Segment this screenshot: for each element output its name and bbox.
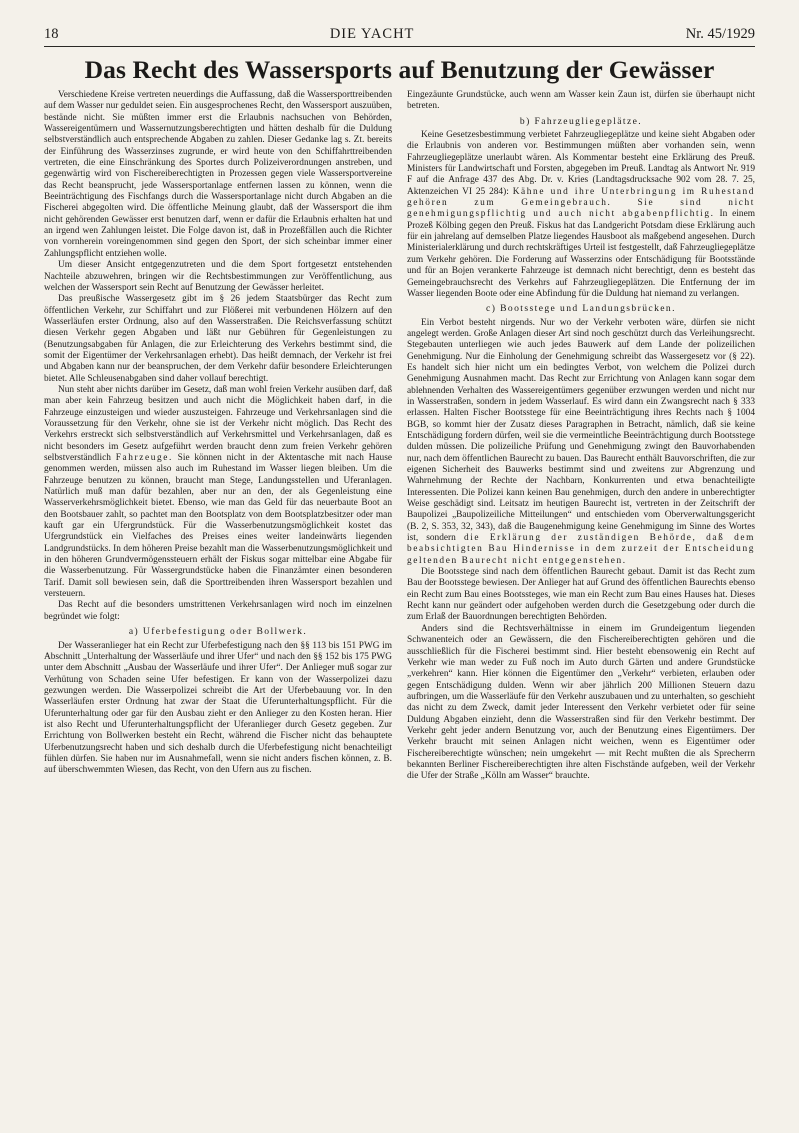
page-number: 18 (44, 26, 59, 42)
paragraph: Der Wasseranlieger hat ein Recht zur Uferbefestigung nach den §§ 113 bis 151 PWG im Abschnitt „Unterhaltung der Wasserläufe und ihrer Ufer“ und nach den §§ 152 bis 175 PWG unter dem Abschnitt „Ausbau der Wasserläufe und ihrer Ufer“. Der Anlieger muß sogar zur Verhütung von Schaden seine Ufer befestigen. Er kann von der Wasserpolizei dazu gezwungen werden. Die Wasserpolizei schreibt die Art der Uferbebauung vor. In den Wasserläufen erster Ordnung hat zwar der Staat die Uferunterhaltungspflicht. Für die Uferunterhaltung oder gar für den Ausbau zieht er den Anlieger zu den Kosten heran. Hier ist also Recht und Uferunterhaltungspflicht der Uferanlieger durch Gesetz gegeben. Zur Errichtung von Bollwerken besteht ein Recht, während die Fischer nicht das behauptete Uferbenutzungsrecht haben und sich deshalb durch die Uferbefestigung nicht benachteiligt fühlen dürfen. Sie haben nur im Ausnahmefall, wenn sie nicht anders fischen können, z. B. auf überschwemmten Wiesen, das Recht, von den Ufern aus zu fischen. (44, 640, 392, 776)
emphasis-text: Fahrzeuge. (115, 453, 173, 463)
running-header (44, 26, 755, 47)
article-title: Das Recht des Wassersports auf Benutzung der Gewässer (84, 55, 715, 84)
left-column (44, 90, 392, 1110)
section-heading-c: c) Bootsstege und Landungsbrücken. (486, 303, 676, 315)
text-run: Sie können nicht in der Aktentasche mit nach Hause genommen werden, müssen also auch im Ruhestand im Wasser liegen bleiben. Um die Fahrzeuge benutzen zu können, braucht man Stege, Landungsstellen und Uferanlagen. Natürlich muß man dafür bezahlen, aber nur an den, der als Gegenleistung eine Wasserverkehrsmöglichkeit bietet. Ebenso, wie man das Geld für das neuerbaute Boot an den Bootsbauer zahlt, so pachtet man den Bootsplatz von dem Bootsplatzbesitzer oder man kauft gar ein Ufergrundstück. Für die Wasserbenutzungsmöglichkeit kostet das Ufergrundstück ein Vielfaches des Preises eines weiter landeinwärts liegenden Landgrundstücks. In dem höheren Preise bezahlt man die Wasserbenutzungsmöglichkeit und in den höheren Grundvermögenssteuern erhält der Fiskus sogar mittelbar eine Abgabe für die Wasserbenutzung. Für Wassergrundstücke haben die Finanzämter einen besonderen Tarif. Damit soll bewiesen sein, daß die Sporttreibenden ihren Wassersport bezahlen und versteuern. (44, 453, 392, 600)
section-heading-a: a) Uferbefestigung oder Bollwerk. (128, 626, 308, 638)
magazine-title: DIE YACHT (329, 26, 415, 42)
paragraph: Verschiedene Kreise vertreten neuerdings die Auffassung, daß die Wassersporttreibenden auf dem Wasser nur geduldet seien. Ein ausgesprochenes Recht, den Wassersport auszuüben, bestände nicht. Sie müßten immer erst die Erlaubnis nachsuchen von Behörden, Wassereigentümern und Wassernutzungsberechtigten und hätten deshalb für die Duldung selbstverständlich auch entsprechende Abgaben zu zahlen. Dieser Gedanke lag s. Zt. bereits der Einführung des Wasserzinses zugrunde, er wird heute von den Schiffahrttreibenden vertreten, die eine Einschränkung des Sportes durch Polizeiverordnungen anstreben, und gegenwärtig wird von Fischereiberechtigten in Prozessen gegen viele Wassersportvereine das Recht beansprucht, jede Wassersportanlage entfernen lassen zu können, wenn die Beeinträchtigung des Fischfangs durch die Wassersportanlage nicht durch Abgaben an die Fischerei abgegolten wird. Die öffentliche Meinung glaubt, daß der Wassersport die ihm nicht gehörenden Gewässer erst benutzen darf, wenn er dafür die Erlaubnis erhalten hat und an irgend wen Zahlungen leistet. Die Folge davon ist, daß in Prozeßfällen auch die Richter von vornherein voreingenommen sind gegen den Sport, der sich scheinbar immer einer Zahlungspflicht entziehen wolle. (44, 90, 392, 259)
issue-number: Nr. 45/1929 (685, 26, 755, 42)
text-run: Keine Gesetzesbestimmung verbietet Fahrzeugliegeplätze und keine sieht Abgaben oder die Erlaubnis von anderen vor. Bestimmungen müßten aber vorhanden sein, wenn Fahrzeugliegeplätze unerlaubt wären. Als Kommentar besteht eine Erklärung des Preuß. Ministers für Landwirtschaft und Forsten, abgegeben im Preuß. Landtag als Antwort Nr. 919 F auf die Anfrage 437 des Abg. Dr. v. Kries (Landtagsdrucksache 902 vom 28. 7. 25, Aktenzeichen VI 25 284): (407, 130, 755, 197)
paragraph: Eingezäunte Grundstücke, auch wenn am Wasser kein Zaun ist, dürfen sie überhaupt nicht betreten. (407, 90, 755, 112)
paragraph: Anders sind die Rechtsverhältnisse in einem im Grundeigentum liegenden Schwanenteich oder an Gewässern, die den Fischereiberechtigten gehören und die ausschließlich für die Fischerei bestimmt sind. Hier besteht ebensowenig ein Recht auf Verkehr wie man weder zu Fuß noch im Auto durch Gärten und andere Grundstücke „verkehren“ kann. Hier können die Eigentümer den „Verkehr“ verbieten, erlauben oder gegen Entschädigung dulden. Wenn wir aber jährlich 200 Millionen Steuern dazu aufbringen, um die Wasserläufe für den Verkehr auszubauen und zu unterhalten, so geschieht das nicht zu dem Zweck, damit jeder Interessent den Verkehr verbietet oder für seine Duldung Abgaben einzieht, denn die Wasserstraßen sind für den Verkehr bestimmt. Der Verkehr geht jeder andern Benutzung vor, auch der Benutzung eines Eigentümers. Der Verkehr braucht mit seinen Anlagen nicht weichen, wenn es Eigentümer oder Fischereiberechtigte wünschen; nein umgekehrt — mit Recht mußten die als Sprecherrn bekannten Berliner Fischereiberechtigten ihre alten Fischstände aufgeben, weil der Verkehr die Ufer der Straße „Kölln am Wasser“ brauchte. (407, 623, 755, 782)
text-run: Nun steht aber nichts darüber im Gesetz, daß man wohl freien Verkehr ausüben darf, daß man aber kein Fahrzeug besitzen und auch nicht die Möglichkeit haben darf, in die Fahrzeuge einzusteigen und wieder auszusteigen. Fahrzeuge und Verkehrsanlagen sind die Voraussetzung für den Verkehr, ohne sie ist der Verkehr nicht möglich. Das Recht des Verkehrs erstreckt sich selbstverständlich auf Verkehrsmittel und Verkehrsanlagen, daß es nicht besonders im Gesetz aufgeführt werden braucht denn zum freien Verkehr gehören selbstverständlich (44, 384, 392, 463)
paragraph: Um dieser Ansicht entgegenzutreten und die dem Sport fortgesetzt entstehenden Nachteile abzuwehren, bringen wir die Rechtsbestimmungen zur Veröffentlichung, aus welchen der Wassersport sein Recht auf Benutzung der Gewässer herleitet. (44, 260, 392, 293)
paragraph: Das preußische Wassergesetz gibt im § 26 jedem Staatsbürger das Recht zum öffentlichen Verkehr, zur Schiffahrt und zur Flößerei mit verbundenen Hölzern auf den Wasserläufen erster Ordnung, also auf den Wasserstraßen. Die Reichsverfassung schützt diesen Verkehr gegen Abgaben und läßt nur Gebühren für Gegenleistungen zu (Benutzungsabgaben für Anlagen, die zur Erleichterung des Verkehrs bestimmt sind, die somit der Eigentümer der Verkehrsanlagen erhebt). Das heißt demnach, der Verkehr ist frei und Abgaben kann nur der beanspruchen, der dem Verkehr dafür besondere Erleichterungen bietet. Alle Schleusenabgaben sind daher vollauf berechtigt. (44, 294, 392, 384)
article-body (44, 90, 755, 1110)
paragraph (407, 130, 755, 300)
emphasis-text: Kähne und ihre Unterbringung im Ruhestand gehören zum Gemeingebrauch. Sie sind nicht genehmigungspflichtig und auch nicht abgabenpflichtig. (407, 186, 755, 220)
section-heading-b: b) Fahrzeugliegeplätze. (519, 115, 643, 127)
text-run: In einem Prozeß Kölbing gegen den Preuß. Fiskus hat das Landgericht Potsdam diese Erklärung auch für ein jahrelang auf demselben Platze liegendes Hausboot als maßgebend angesehen. Durch Ministerialerklärung und durch rechtskräftiges Urteil ist festgestellt, daß Fahrzeugliegeplätze zum Verkehr gehören. Die Forderung auf Wasserzins oder Entschädigung für Bootsstände und für an Bojen verankerte Fahrzeuge ist demnach nicht berechtigt, denn es besteht das Gemeingebrauchsrecht des Verkehrs auf Fahrzeugliegeplätzen. Die Entfernung der im Wasser liegenden Boote oder eine Abfindung für die Duldung hat niemand zu verlangen. (407, 209, 755, 299)
emphasis-text: die Erklärung der zuständigen Behörde, daß dem beabsichtigten Bau Hindernisse in dem zurzeit der Entscheidung geltenden Baurecht nicht entgegenstehen. (407, 533, 755, 566)
paragraph: Das Recht auf die besonders umstrittenen Verkehrsanlagen wird noch im einzelnen begründet wie folgt: (44, 600, 392, 622)
paragraph (407, 318, 755, 568)
right-column (407, 90, 755, 1110)
text-run: Ein Verbot besteht nirgends. Nur wo der Verkehr verboten wäre, dürfen sie nicht angelegt werden. Große Anlagen dieser Art sind noch geschützt durch das Verleihungsrecht. Stegebauten unterliegen wie auch jedes Bauwerk auf dem Lande der polizeilichen Genehmigung. Nur die Einholung der Genehmigung schreibt das Wassergesetz vor (§ 22). Es handelt sich hier nicht um ein bedingtes Verbot, von welchem die Polizei durch Genehmigung Ausnahmen macht. Das Recht zur Errichtung von Anlagen kann sogar dem ablehnenden Verhalten des Wassereigentümers gegenüber erzwungen werden und nicht nur in Wasserstraßen, sondern in jedem Wasserlauf. Es wird dann ein Zwangsrecht nach § 333 erlassen. Halten Fischer Bootsstege für eine Beeinträchtigung ihres Rechts nach § 1004 BGB, so kommt hier der Zusatz dieses Paragraphen in Betracht, nämlich, daß sie keine Entschädigung fordern dürfen, weil sie die vermeintliche Beeinträchtigung durch Bootsstege dulden müssen. Die polizeiliche Prüfung und Genehmigung zwingt den Bauvorhabenden nur, nach dem öffentlichen Baurecht zu bauen. Das Baurecht enthält Bauvorschriften, die zur eigenen Sicherheit des Bauwerks bestimmt sind und zweitens zur Abgrenzung und Wahrnehmung der Rechte der Nachbarn, Konkurrenten und etwa benachteiligte Interessenten. Die Polizei kann keinen Bau genehmigen, durch den andere in unberechtigter Weise geschädigt sind. Leitsatz im heutigen Baurecht ist, vertreten in der Zeitschrift der Baupolizei „Baupolizeiliche Mitteilungen“ und entschieden vom Oberverwaltungsgericht (B. 2, S. 353, 32, 343), daß die Baugenehmigung keine Genehmigung im Sinne des Wortes ist, sondern (407, 317, 755, 544)
paragraph: Die Bootsstege sind nach dem öffentlichen Baurecht gebaut. Damit ist das Recht zum Bau der Bootsstege bewiesen. Der Anlieger hat auf Grund des öffentlichen Baurechts ebenso ein Recht zum Bau eines Bootssteges, wie man ein Recht zum Bau eines Hauses hat. Dieses Recht kann nur geändert oder aufgehoben werden durch die Gesetzgebung oder durch die zum Erlaß der Bauordnungen berechtigten Behörden. (407, 567, 755, 623)
paragraph (44, 385, 392, 601)
